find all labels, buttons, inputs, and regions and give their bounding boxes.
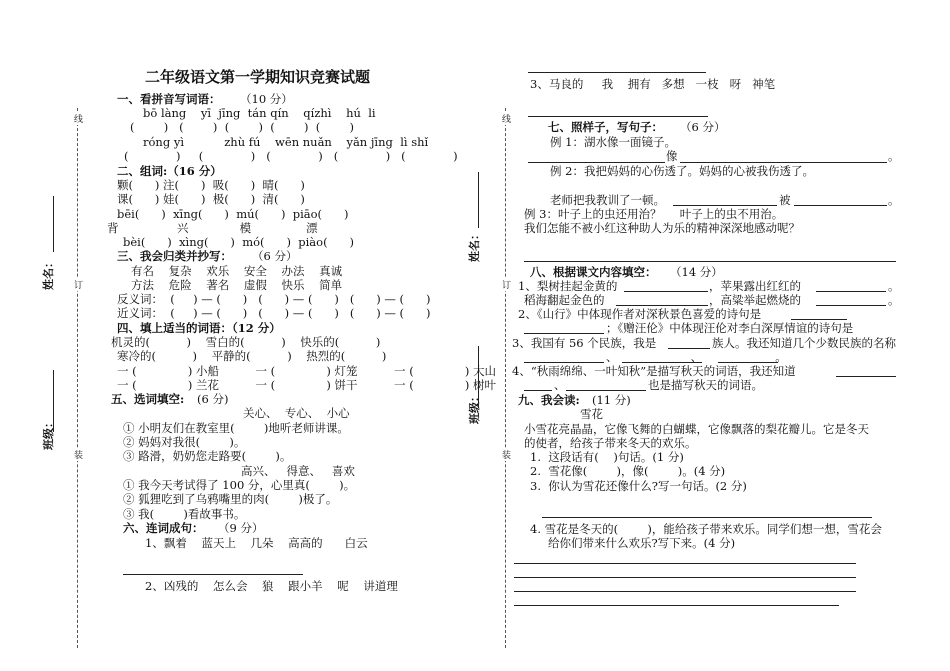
- s1-pinyin-1: bō làng yī jīng tán qín qízhì hú li: [143, 106, 376, 120]
- binding-char-2b: 订: [502, 278, 511, 291]
- class-label: 班级：: [42, 417, 55, 450]
- s2-heading: 二、组词:（16 分）: [117, 164, 222, 178]
- s9-answer-line-4[interactable]: [514, 605, 839, 606]
- s6-q2: 2、凶残的 怎么会 狼 跟小羊 呢 讲道理: [145, 579, 398, 593]
- s7-ex1-blank-a[interactable]: [528, 162, 665, 163]
- s8-q4-c: 也是描写秋天的词语。: [648, 378, 763, 392]
- s4-row-2[interactable]: 寒冷的( ) 平静的( ) 热烈的( ): [117, 349, 387, 363]
- s7-ex3-answer-line[interactable]: [524, 261, 896, 262]
- s8-q1-blank-4[interactable]: [816, 305, 886, 306]
- binding-char-1: 线: [74, 112, 83, 125]
- s3-words-1: 有名 复杂 欢乐 安全 办法 真诚: [131, 264, 343, 278]
- s8-q4-a: 4、“秋雨绵绵、一叶知秋”是描写秋天的词语，我还知道: [512, 364, 796, 378]
- s9-q3: 3. 你认为雪花还像什么?写一句话。(2 分): [530, 479, 747, 493]
- s8-q2-blank-2[interactable]: [524, 333, 604, 334]
- s1-score: （10 分）: [240, 92, 293, 106]
- s5-q4[interactable]: ① 我今天考试得了 100 分，心里真( )。: [123, 478, 356, 492]
- s7-heading: 七、照样子，写句子：: [548, 120, 663, 134]
- s9-score: (11 分): [592, 393, 631, 407]
- s6-answer-line-3[interactable]: [528, 116, 708, 117]
- s3-score: （6 分）: [252, 249, 298, 263]
- s8-q2-blank-1[interactable]: [791, 319, 847, 320]
- s5-score: (6 分): [197, 392, 229, 406]
- s7-example-1: 例 1：湖水像一面镜子。: [550, 135, 676, 149]
- s9-answer-line-3[interactable]: [514, 591, 856, 592]
- s5-q5[interactable]: ② 狐狸吃到了乌鸦嘴里的肉( )极了。: [123, 492, 338, 506]
- s5-options-1: 关心、 专心、 小心: [243, 406, 350, 420]
- s8-q1-e: ，高粱举起燃烧的: [709, 293, 801, 307]
- binding-char-3b: 装: [502, 448, 511, 461]
- s8-q2-b: ；《赠汪伦》中体现汪伦对李白深厚情谊的诗句是: [606, 321, 854, 335]
- s8-q3-blank-2[interactable]: [524, 362, 604, 363]
- s9-passage-title: 雪花: [580, 407, 603, 421]
- binding-char-2: 订: [74, 278, 83, 291]
- s6-answer-line-2[interactable]: [528, 72, 706, 73]
- class-field[interactable]: [53, 370, 54, 432]
- s7-ex1-blank-b[interactable]: [680, 162, 887, 163]
- s7-ex1-end: 。: [888, 149, 900, 163]
- s8-heading: 八、根据课文内容填空：: [530, 265, 657, 279]
- s8-q3-blank-3[interactable]: [622, 362, 702, 363]
- s8-q1-a: 1、梨树挂起金黄的: [518, 279, 618, 293]
- s7-ex2-blank-a[interactable]: [673, 205, 777, 206]
- s1-blanks-2[interactable]: ( ) ( ) ( ) ( ) ( ): [124, 149, 458, 163]
- s7-example-3: 例 3：叶子上的虫还用治？ 叶子上的虫不用治。: [524, 207, 784, 221]
- s4-row-3[interactable]: 一 ( ) 小船 一 ( ) 灯笼 一 ( ) 大山: [117, 364, 496, 378]
- s4-heading: 四、填上适当的词语：（12 分）: [117, 321, 281, 335]
- s9-q2[interactable]: 2. 雪花像( )，像( )。(4 分): [530, 464, 726, 478]
- s7-example-2: 例 2：我把妈妈的心伤透了。妈妈的心被我伤透了。: [550, 164, 814, 178]
- s7-ex2-question: 老师把我教训了一顿。: [550, 193, 665, 207]
- s5-q1[interactable]: ① 小明友们在教室里( )地听老师讲课。: [123, 421, 349, 435]
- s8-q4-blank-3[interactable]: [566, 390, 646, 391]
- s3-antonyms[interactable]: 反义词： ( ) — ( ) ( ) — ( ) ( ) — ( ): [117, 292, 431, 306]
- s8-q4-blank-2[interactable]: [524, 390, 552, 391]
- s3-heading: 三、我会归类并抄写：: [117, 249, 232, 263]
- s8-q3-c: 、 、 。: [606, 350, 787, 364]
- s7-ex2-mid: 被: [779, 193, 791, 207]
- s6-q1: 1、飘着 蓝天上 几朵 高高的 白云: [145, 536, 368, 550]
- s2-row-2[interactable]: 课( ) 娃( ) 极( ) 清( ): [117, 192, 305, 206]
- s1-heading: 一、看拼音写词语：: [117, 92, 221, 106]
- s8-q1-c: 。: [888, 279, 900, 293]
- s7-ex2-end: 。: [888, 193, 900, 207]
- s2-row-5[interactable]: bèi( ) xìng( ) mó( ) piào( ): [123, 235, 354, 249]
- s3-words-2: 方法 危险 著名 虚假 快乐 简单: [131, 278, 343, 292]
- s9-heading: 九、我会读:: [518, 393, 580, 407]
- s9-q1[interactable]: 1. 这段话有( )句话。(1 分): [530, 450, 684, 464]
- s8-q3-a: 3、我国有 56 个民族，我是: [512, 336, 657, 350]
- s5-heading: 五、选词填空:: [111, 392, 185, 406]
- s7-ex3-question: 我们怎能不被小红这种助人为乐的精神深深地感动呢？: [524, 221, 800, 235]
- s9-q3-answer-line[interactable]: [542, 517, 872, 518]
- s8-q1-b: ，苹果露出红红的: [709, 279, 801, 293]
- name-label: 姓名：: [42, 257, 55, 290]
- s7-ex2-blank-b[interactable]: [794, 205, 887, 206]
- s1-pinyin-2: róng yì zhù fú wēn nuǎn yǎn jīng lì shǐ: [143, 135, 429, 149]
- s6-answer-line-1[interactable]: [123, 574, 303, 575]
- s3-synonyms[interactable]: 近义词： ( ) — ( ) ( ) — ( ) ( ) — ( ): [117, 306, 431, 320]
- s9-q4-a[interactable]: 4. 雪花是冬天的( )，能给孩子带来欢乐。同学们想一想，雪花会: [530, 522, 882, 536]
- s2-row-1[interactable]: 颗( ) 注( ) 吸( ) 晴( ): [117, 178, 305, 192]
- binding-char-1b: 线: [502, 112, 511, 125]
- page-title: 二年级语文第一学期知识竞赛试题: [145, 68, 371, 86]
- s5-q3[interactable]: ③ 路滑，奶奶您走路要( )。: [123, 449, 292, 463]
- s7-score: （6 分）: [680, 120, 726, 134]
- s8-q4-b: 、: [554, 378, 566, 392]
- s5-options-2: 高兴、 得意、 喜欢: [241, 464, 355, 478]
- s8-q2-a: 2、《山行》中体现作者对深秋景色喜爱的诗句是: [518, 307, 762, 321]
- s1-blanks-1[interactable]: ( ) ( ) ( ) ( ) ( ): [130, 120, 354, 134]
- s8-q3-b: 族人。我还知道几个少数民族的名称: [712, 336, 896, 350]
- name-label-middle: 姓名：: [468, 229, 481, 262]
- s9-answer-line-2[interactable]: [514, 577, 856, 578]
- name-field[interactable]: [53, 196, 54, 252]
- s8-q1-blank-3[interactable]: [616, 305, 708, 306]
- s7-ex1-mid: 像: [666, 149, 678, 163]
- s9-passage-line-1: 小雪花亮晶晶，它像飞舞的白蝴蝶，它像飘落的梨花瓣儿。它是冬天: [524, 422, 869, 436]
- s6-q3: 3、马良的 我 拥有 多想 一枝 呀 神笔: [530, 77, 776, 91]
- s8-score: （14 分）: [670, 265, 723, 279]
- s5-q2[interactable]: ② 妈妈对我很( )。: [123, 435, 246, 449]
- s8-q3-blank-4[interactable]: [718, 362, 778, 363]
- s8-q3-blank-1[interactable]: [668, 348, 710, 349]
- s4-row-1[interactable]: 机灵的( ) 雪白的( ) 快乐的( ): [111, 335, 381, 349]
- binding-dash-line-middle: [505, 108, 506, 648]
- binding-char-3: 装: [74, 448, 83, 461]
- s2-row-3[interactable]: bēi( ) xīng( ) mú( ) piāo( ): [117, 207, 349, 221]
- s9-answer-line-1[interactable]: [514, 563, 856, 564]
- s9-passage-line-2: 的使者，给孩子带来冬天的欢乐。: [524, 436, 697, 450]
- s8-q4-blank-1[interactable]: [836, 376, 896, 377]
- s6-score: （9 分）: [218, 521, 264, 535]
- s6-heading: 六、连词成句：: [123, 521, 204, 535]
- s5-q6[interactable]: ③ 我( )看故事书。: [123, 507, 246, 521]
- s9-q4-b: 给你们带来什么欢乐?写下来。(4 分): [548, 536, 736, 550]
- s8-q1-blank-2[interactable]: [816, 291, 886, 292]
- s8-q1-blank-1[interactable]: [624, 291, 708, 292]
- s8-q1-f: 。: [888, 293, 900, 307]
- s4-row-4[interactable]: 一 ( ) 兰花 一 ( ) 饼干 一 ( ) 树叶: [117, 378, 496, 392]
- class-label-middle: 班级：: [468, 391, 481, 424]
- s8-q1-d: 稻海翻起金色的: [524, 293, 605, 307]
- binding-dash-line-left: [77, 108, 78, 648]
- s2-row-4: 背 兴 模 漂: [107, 221, 318, 235]
- name-field-middle[interactable]: [478, 172, 479, 228]
